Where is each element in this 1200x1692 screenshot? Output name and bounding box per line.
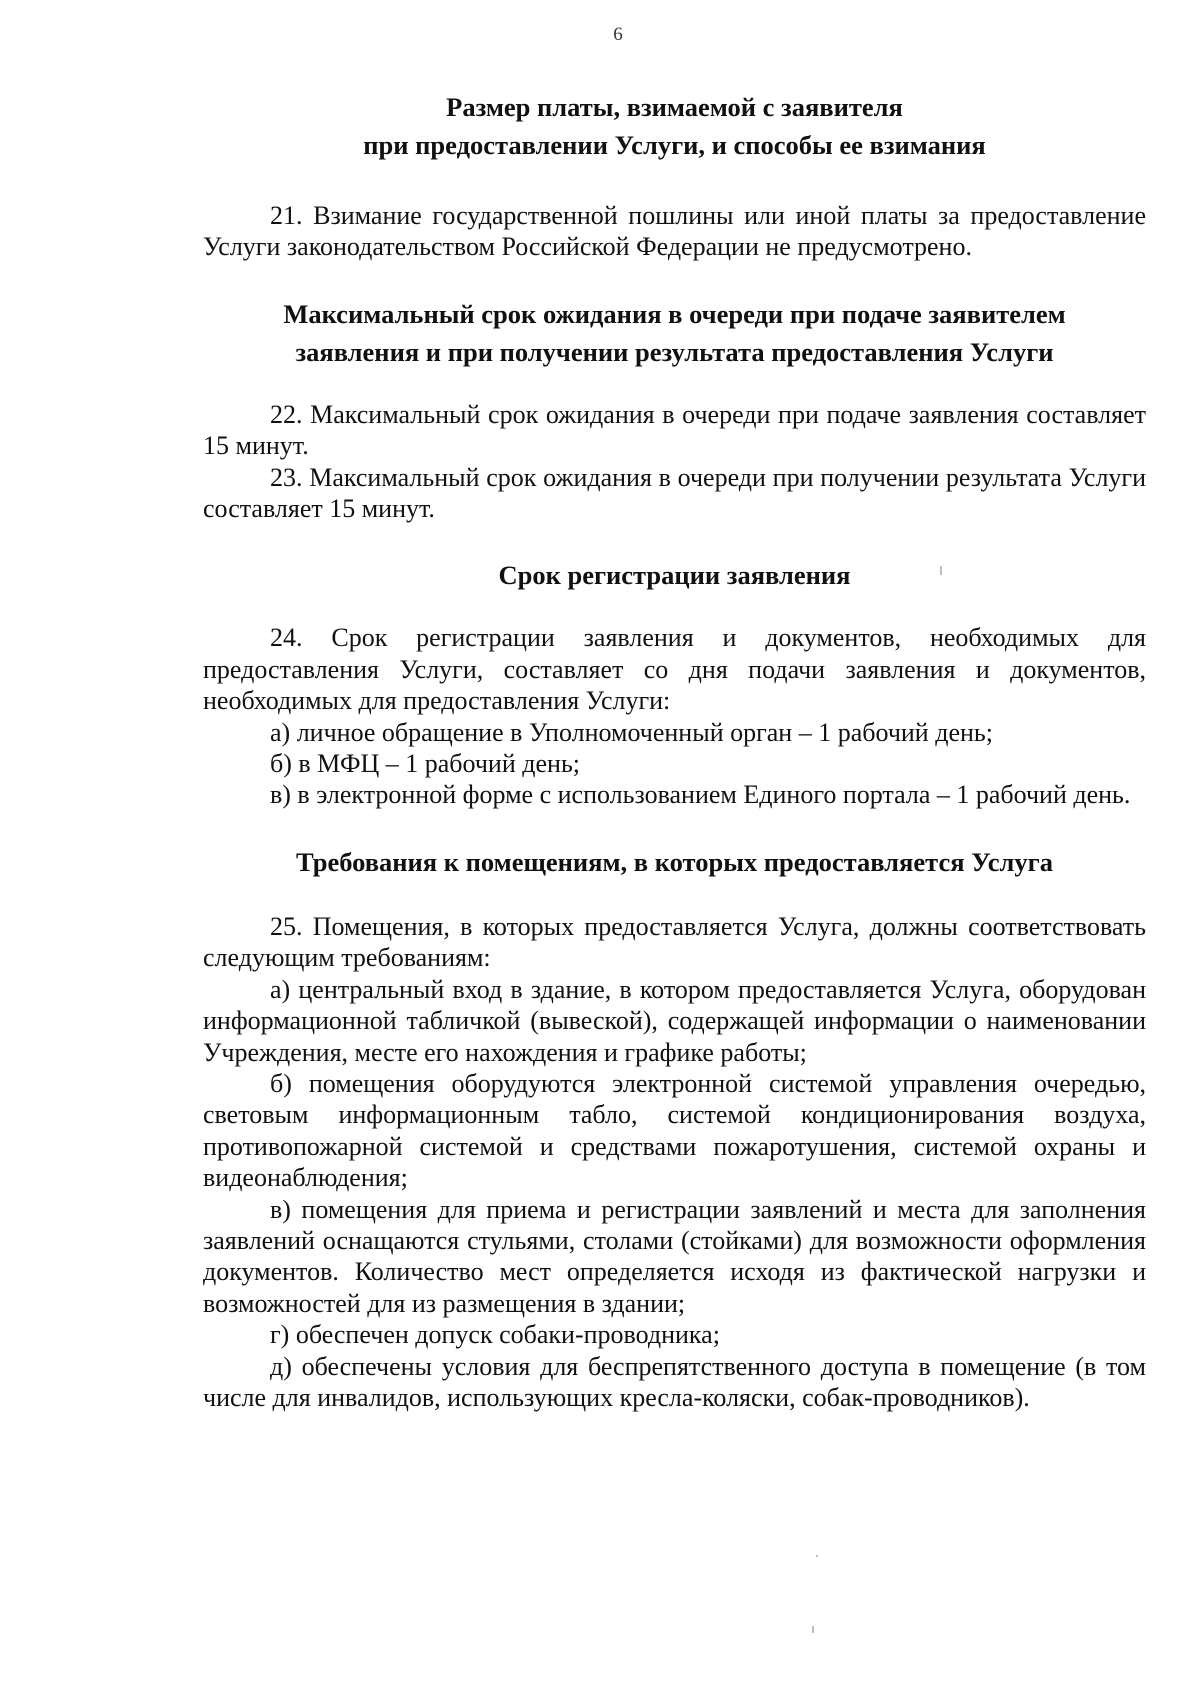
section-waiting-time [203,399,1146,525]
heading-line: Срок регистрации заявления [498,560,851,591]
section-heading-fee [203,88,1146,164]
section-heading-registration [203,556,1146,594]
list-item-a: а) личное обращение в Уполномоченный орган – 1 рабочий день; [270,717,993,747]
list-item-b: б) в МФЦ – 1 рабочий день; [270,749,581,779]
list-item-a: а) центральный вход в здание, в котором предоставляется Услуга, оборудован информационной табличкой (вывеской), содержащей информации о наименовании Учреждения, месте его нахождения и графике работы; [203,974,1146,1067]
paragraph-22: 22. Максимальный срок ожидания в очереди при подаче заявления составляет 15 минут. [203,399,1146,461]
list-item-g: г) обеспечен допуск собаки-проводника; [270,1320,720,1350]
heading-line: заявления и при получении результата предоставления Услуги [295,336,1054,367]
scan-speck [816,1555,818,1557]
scan-speck [812,1626,814,1633]
scan-speck [940,566,942,575]
heading-line: Требования к помещениям, в которых предоставляется Услуга [296,846,1053,877]
list-item-v: в) помещения для приема и регистрации заявлений и места для заполнения заявлений оснащаются стульями, столами (стойками) для возможности оформления документов. Количество мест определяется исходя из фактической нагрузки и возможностей для из размещения в здании; [203,1194,1146,1318]
list-item-b: б) помещения оборудуются электронной системой управления очередью, световым информационным табло, системой кондиционирования воздуха, противопожарной системой и средствами пожаротушения, системой охраны и видеонаблюдения; [203,1068,1146,1193]
paragraph-24: 24. Срок регистрации заявления и документов, необходимых для предоставления Услуги, составляет со дня подачи заявления и документов, необходимых для предоставления Услуги: [203,623,1146,716]
document-body [203,88,1146,1413]
list-item-v: в) в электронной форме с использованием Единого портала – 1 рабочий день. [270,780,1131,810]
paragraph-25: 25. Помещения, в которых предоставляется Услуга, должны соответствовать следующим требованиям: [203,911,1146,973]
paragraph-23: 23. Максимальный срок ожидания в очереди при получении результата Услуги составляет 15 минут. [203,462,1146,524]
section-registration [203,622,1146,810]
list-item-d: д) обеспечены условия для беспрепятственного доступа в помещение (в том числе для инвалидов, использующих кресла-коляски, собак-проводников). [203,1351,1146,1412]
paragraph-21: 21. Взимание государственной пошлины или иной платы за предоставление Услуги законодательством Российской Федерации не предусмотрено. [203,201,1146,262]
page-number: 6 [613,24,623,45]
section-heading-premises [203,843,1146,881]
heading-line: Максимальный срок ожидания в очереди при подаче заявителем [283,298,1066,329]
section-heading-waiting-time [203,295,1146,371]
heading-line: при предоставлении Услуги, и способы ее взимания [363,130,986,160]
heading-line: Размер платы, взимаемой с заявителя [446,92,903,122]
section-fee [203,200,1146,263]
section-premises [203,911,1146,1414]
